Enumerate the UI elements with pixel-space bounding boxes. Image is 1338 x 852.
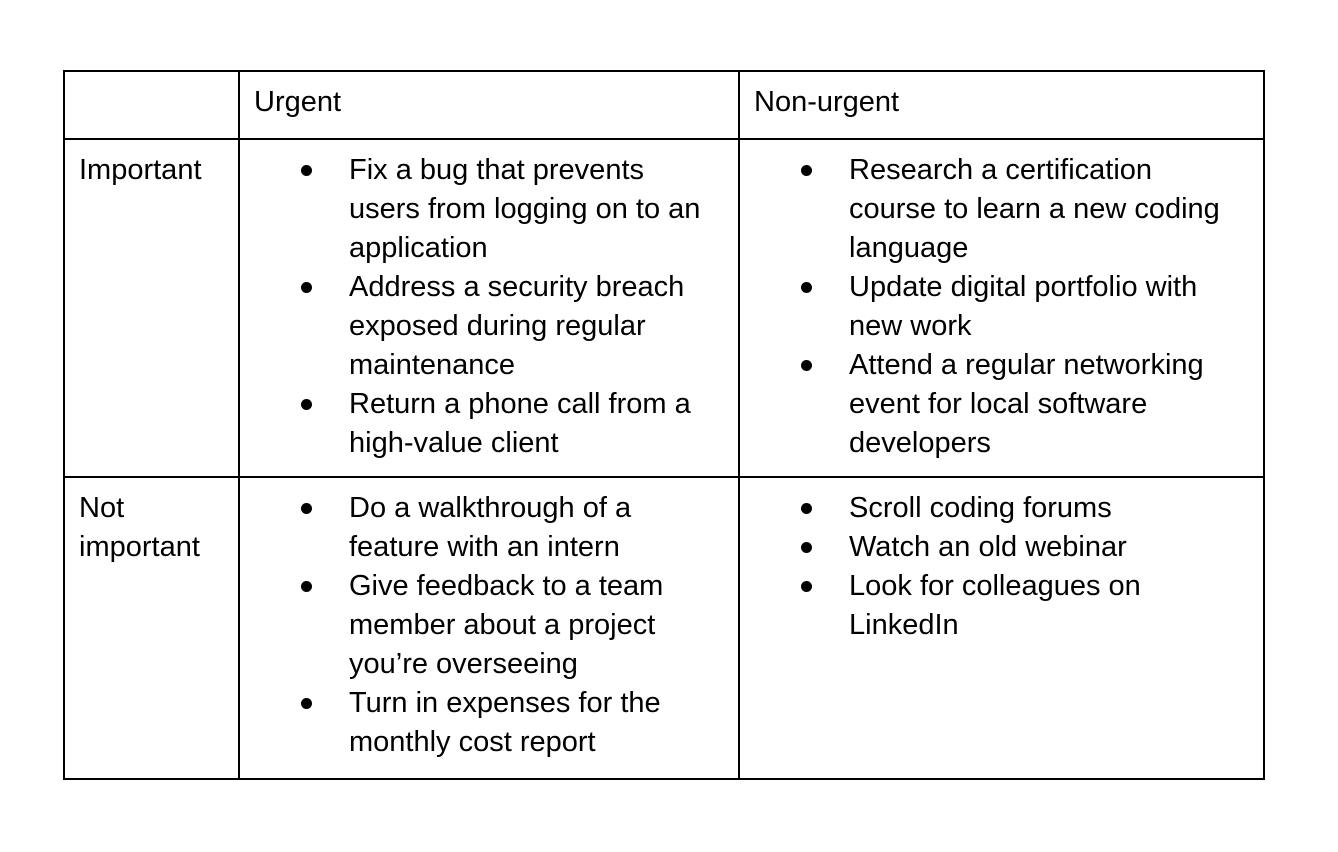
- cell-not-important-urgent: [239, 477, 739, 779]
- bullet-item: [754, 567, 1249, 645]
- bullet-item-text: Update digital portfolio with new work: [849, 271, 1198, 342]
- eisenhower-matrix: [63, 70, 1265, 780]
- row-not-important: [64, 477, 1264, 779]
- bullet-icon: [254, 385, 349, 424]
- corner-cell: [64, 71, 239, 139]
- important-non-urgent-list: [754, 151, 1249, 463]
- bullet-icon: [254, 684, 349, 723]
- bullet-item-text: Fix a bug that prevents users from logging on to an application: [349, 154, 701, 264]
- bullet-item-text: Attend a regular networking event for local software developers: [849, 349, 1204, 459]
- bullet-item: [754, 528, 1249, 567]
- cell-important-non-urgent: [739, 139, 1264, 477]
- bullet-icon: [254, 567, 349, 606]
- bullet-item: [754, 268, 1249, 346]
- cell-important-urgent: [239, 139, 739, 477]
- bullet-icon: [754, 346, 849, 385]
- bullet-item-text: Give feedback to a team member about a project you’re overseeing: [349, 570, 664, 680]
- bullet-item-text: Research a certification course to learn a new coding language: [849, 154, 1220, 264]
- bullet-item-text: Watch an old webinar: [849, 531, 1127, 563]
- bullet-item: [754, 489, 1249, 528]
- bullet-item: [754, 346, 1249, 463]
- bullet-icon: [754, 528, 849, 567]
- bullet-icon: [254, 151, 349, 190]
- row-important: [64, 139, 1264, 477]
- bullet-item: [254, 684, 724, 762]
- bullet-icon: [254, 489, 349, 528]
- row-header-important: Important: [64, 139, 239, 477]
- column-header-urgent: Urgent: [239, 71, 739, 139]
- bullet-item: [254, 489, 724, 567]
- bullet-item-text: Return a phone call from a high-value client: [349, 388, 691, 459]
- bullet-item: [754, 151, 1249, 268]
- bullet-item: [254, 151, 724, 268]
- column-header-non-urgent: Non-urgent: [739, 71, 1264, 139]
- bullet-icon: [254, 268, 349, 307]
- bullet-item-text: Address a security breach exposed during regular maintenance: [349, 271, 685, 381]
- bullet-icon: [754, 151, 849, 190]
- bullet-item: [254, 385, 724, 463]
- not-important-non-urgent-list: [754, 489, 1249, 645]
- bullet-icon: [754, 268, 849, 307]
- bullet-item: [254, 268, 724, 385]
- important-urgent-list: [254, 151, 724, 463]
- priority-matrix-table: [63, 70, 1265, 780]
- bullet-item-text: Scroll coding forums: [849, 492, 1112, 524]
- header-row: [64, 71, 1264, 139]
- bullet-icon: [754, 567, 849, 606]
- bullet-item-text: Turn in expenses for the monthly cost report: [349, 687, 661, 758]
- not-important-urgent-list: [254, 489, 724, 762]
- bullet-item: [254, 567, 724, 684]
- bullet-item-text: Do a walkthrough of a feature with an intern: [349, 492, 632, 563]
- bullet-item-text: Look for colleagues on LinkedIn: [849, 570, 1141, 641]
- cell-not-important-non-urgent: [739, 477, 1264, 779]
- bullet-icon: [754, 489, 849, 528]
- row-header-not-important: Not important: [64, 477, 239, 779]
